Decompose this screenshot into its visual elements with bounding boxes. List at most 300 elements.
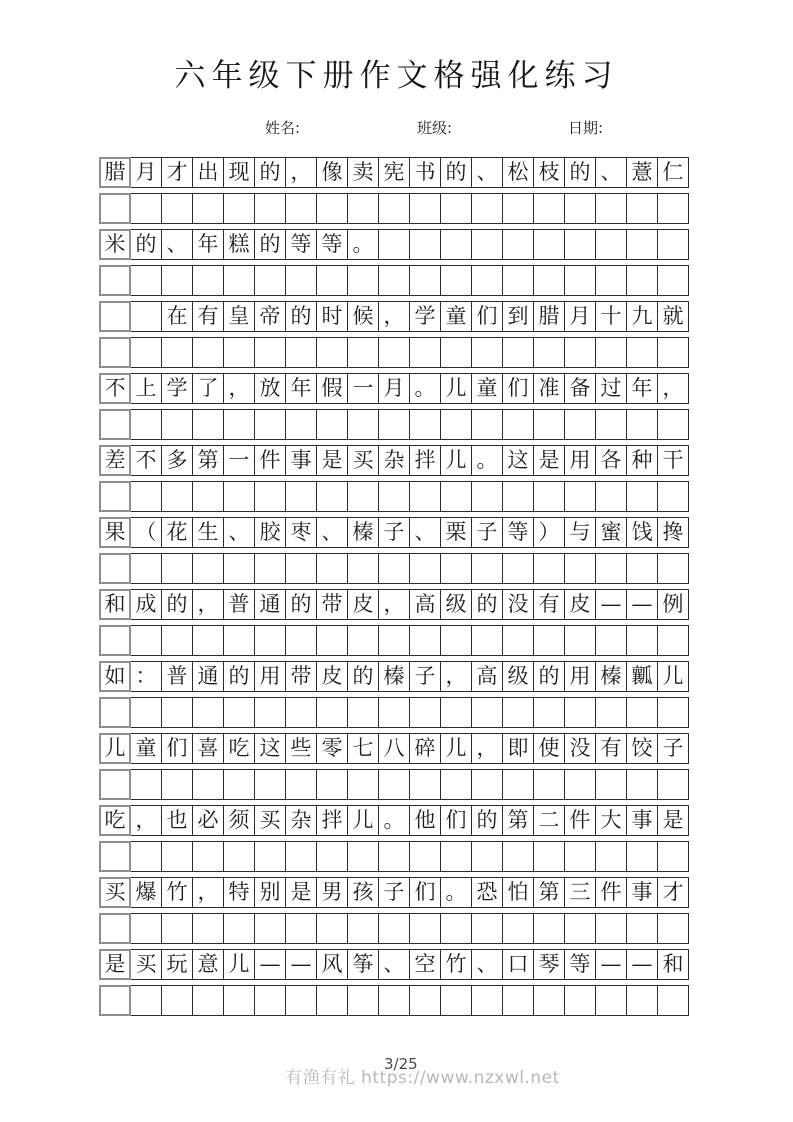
grid-cell — [223, 409, 255, 440]
grid-cell — [161, 841, 193, 872]
grid-cell — [347, 409, 379, 440]
grid-cell — [378, 193, 410, 224]
grid-cell — [657, 697, 689, 728]
grid-cell: 。 — [347, 229, 379, 260]
grid-cell — [316, 553, 348, 584]
grid-cell — [285, 337, 317, 368]
grid-cell: 、 — [223, 517, 255, 548]
grid-cell — [316, 481, 348, 512]
grid-cell: 意 — [192, 949, 224, 980]
grid-cell — [533, 265, 565, 296]
grid-cell — [502, 985, 534, 1016]
grid-cell: 到 — [502, 301, 534, 332]
grid-cell — [285, 481, 317, 512]
grid-cell — [657, 193, 689, 224]
grid-cell — [347, 769, 379, 800]
grid-cell — [595, 337, 627, 368]
grid-cell: 饺 — [626, 733, 658, 764]
grid-cell: ， — [657, 373, 689, 404]
grid-cell: 学 — [409, 301, 441, 332]
grid-cell — [626, 265, 658, 296]
grid-cell: 皇 — [223, 301, 255, 332]
grid-cell: 才 — [161, 157, 193, 188]
grid-cell — [99, 985, 131, 1016]
grid-cell: 竹 — [440, 949, 472, 980]
grid-cell — [99, 913, 131, 944]
grid-cell — [285, 193, 317, 224]
grid-cell — [223, 985, 255, 1016]
grid-cell — [533, 625, 565, 656]
grid-cell — [316, 337, 348, 368]
grid-cell: 榛 — [378, 661, 410, 692]
grid-cell: 口 — [502, 949, 534, 980]
grid-cell: ， — [440, 661, 472, 692]
grid-cell: 差 — [99, 445, 131, 476]
grid-cell — [595, 193, 627, 224]
grid-cell: 使 — [533, 733, 565, 764]
grid-cell — [626, 193, 658, 224]
grid-cell — [192, 481, 224, 512]
grid-cell: ： — [130, 661, 162, 692]
grid-cell: 们 — [502, 373, 534, 404]
grid-cell: 子 — [471, 517, 503, 548]
grid-cell — [564, 625, 596, 656]
grid-cell — [378, 409, 410, 440]
grid-cell — [595, 985, 627, 1016]
grid-cell — [440, 913, 472, 944]
name-label: 姓名: — [265, 119, 301, 137]
grid-cell: 用 — [254, 661, 286, 692]
grid-cell — [285, 769, 317, 800]
grid-cell — [533, 697, 565, 728]
grid-cell — [285, 985, 317, 1016]
grid-row — [99, 841, 689, 872]
grid-cell — [254, 697, 286, 728]
grid-cell: 出 — [192, 157, 224, 188]
grid-cell: 事 — [285, 445, 317, 476]
grid-cell: 栗 — [440, 517, 472, 548]
grid-cell — [316, 769, 348, 800]
grid-cell — [161, 481, 193, 512]
grid-cell: 拌 — [316, 805, 348, 836]
grid-cell — [564, 985, 596, 1016]
grid-cell — [409, 913, 441, 944]
grid-cell: 。 — [409, 373, 441, 404]
grid-cell: 事 — [626, 805, 658, 836]
grid-cell — [316, 913, 348, 944]
grid-cell: 枝 — [533, 157, 565, 188]
grid-cell: （ — [130, 517, 162, 548]
grid-cell: ， — [378, 589, 410, 620]
grid-row — [99, 265, 689, 296]
grid-cell — [409, 409, 441, 440]
grid-cell — [533, 913, 565, 944]
grid-cell — [626, 841, 658, 872]
grid-cell — [657, 841, 689, 872]
grid-cell: 的 — [161, 589, 193, 620]
grid-cell: 如 — [99, 661, 131, 692]
grid-cell: 玩 — [161, 949, 193, 980]
grid-row — [99, 229, 689, 260]
grid-cell — [99, 841, 131, 872]
grid-cell — [409, 337, 441, 368]
grid-row — [99, 301, 689, 332]
grid-cell: 八 — [378, 733, 410, 764]
grid-cell: 买 — [254, 805, 286, 836]
grid-cell: 和 — [657, 949, 689, 980]
grid-cell — [564, 769, 596, 800]
grid-cell: 这 — [502, 445, 534, 476]
grid-cell — [595, 409, 627, 440]
grid-cell — [223, 913, 255, 944]
grid-cell — [316, 697, 348, 728]
grid-cell — [595, 553, 627, 584]
grid-cell: 、 — [378, 949, 410, 980]
grid-cell — [502, 265, 534, 296]
grid-cell — [471, 193, 503, 224]
grid-cell: ， — [223, 373, 255, 404]
grid-row — [99, 373, 689, 404]
grid-cell — [223, 481, 255, 512]
grid-cell: 零 — [316, 733, 348, 764]
grid-cell: 饯 — [626, 517, 658, 548]
grid-cell: 种 — [626, 445, 658, 476]
grid-cell — [657, 913, 689, 944]
grid-cell: 用 — [564, 445, 596, 476]
grid-cell — [378, 841, 410, 872]
grid-cell — [471, 985, 503, 1016]
grid-cell: 吃 — [99, 805, 131, 836]
grid-cell: 才 — [657, 877, 689, 908]
grid-cell — [626, 625, 658, 656]
grid-cell: 像 — [316, 157, 348, 188]
grid-row — [99, 589, 689, 620]
grid-cell — [502, 229, 534, 260]
grid-cell — [440, 337, 472, 368]
grid-cell — [347, 337, 379, 368]
grid-cell — [99, 481, 131, 512]
grid-cell — [254, 337, 286, 368]
grid-cell: 童 — [440, 301, 472, 332]
grid-cell — [316, 625, 348, 656]
grid-cell: ， — [378, 301, 410, 332]
grid-cell — [502, 769, 534, 800]
grid-cell: 别 — [254, 877, 286, 908]
grid-cell — [502, 841, 534, 872]
grid-cell: 他 — [409, 805, 441, 836]
grid-cell: ， — [192, 877, 224, 908]
grid-cell — [285, 409, 317, 440]
grid-cell: 第 — [502, 805, 534, 836]
grid-cell — [471, 553, 503, 584]
grid-cell — [161, 409, 193, 440]
grid-cell: 杂 — [378, 445, 410, 476]
grid-cell — [626, 229, 658, 260]
grid-cell: 上 — [130, 373, 162, 404]
grid-cell: ， — [285, 157, 317, 188]
grid-cell: 不 — [130, 445, 162, 476]
grid-cell: 月 — [130, 157, 162, 188]
grid-cell — [626, 409, 658, 440]
grid-cell — [347, 481, 379, 512]
grid-cell: 件 — [595, 877, 627, 908]
grid-cell — [130, 697, 162, 728]
grid-cell — [502, 409, 534, 440]
grid-cell — [130, 337, 162, 368]
grid-cell: 第 — [192, 445, 224, 476]
grid-cell: 年 — [626, 373, 658, 404]
grid-cell — [440, 697, 472, 728]
grid-cell — [130, 985, 162, 1016]
grid-cell: 成 — [130, 589, 162, 620]
grid-cell — [254, 481, 286, 512]
grid-cell — [409, 697, 441, 728]
grid-cell — [533, 229, 565, 260]
grid-cell: 时 — [316, 301, 348, 332]
grid-row — [99, 337, 689, 368]
grid-cell — [161, 625, 193, 656]
grid-cell — [502, 337, 534, 368]
grid-cell: 年 — [285, 373, 317, 404]
grid-cell: 儿 — [223, 949, 255, 980]
grid-cell: 的 — [533, 661, 565, 692]
grid-cell: 有 — [595, 733, 627, 764]
page-indicator: 3/25 — [384, 1055, 418, 1073]
grid-cell — [347, 625, 379, 656]
grid-cell — [440, 481, 472, 512]
grid-cell: 童 — [471, 373, 503, 404]
grid-cell: 果 — [99, 517, 131, 548]
grid-cell: 不 — [99, 373, 131, 404]
grid-cell: 、 — [471, 949, 503, 980]
grid-cell — [192, 769, 224, 800]
grid-cell: 。 — [471, 445, 503, 476]
grid-cell: 年 — [192, 229, 224, 260]
grid-cell: 儿 — [440, 373, 472, 404]
grid-cell — [223, 337, 255, 368]
grid-cell — [99, 301, 131, 332]
grid-cell — [254, 553, 286, 584]
grid-cell: 。 — [440, 877, 472, 908]
grid-cell: 爆 — [130, 877, 162, 908]
grid-cell: 的 — [223, 661, 255, 692]
grid-cell: 花 — [161, 517, 193, 548]
grid-cell — [316, 985, 348, 1016]
grid-cell — [533, 841, 565, 872]
grid-cell: 仁 — [657, 157, 689, 188]
grid-cell: 学 — [161, 373, 193, 404]
grid-cell — [533, 769, 565, 800]
grid-cell: 、 — [471, 157, 503, 188]
grid-cell — [161, 265, 193, 296]
grid-cell: 备 — [564, 373, 596, 404]
grid-cell: 和 — [99, 589, 131, 620]
grid-cell: 普 — [223, 589, 255, 620]
grid-cell — [657, 409, 689, 440]
grid-row — [99, 517, 689, 548]
grid-cell: 件 — [254, 445, 286, 476]
grid-cell: 儿 — [657, 661, 689, 692]
grid-cell: 买 — [347, 445, 379, 476]
grid-cell — [440, 553, 472, 584]
grid-cell — [161, 697, 193, 728]
grid-cell — [564, 913, 596, 944]
class-label: 班级: — [417, 119, 453, 137]
grid-cell: 买 — [99, 877, 131, 908]
grid-cell: 三 — [564, 877, 596, 908]
grid-cell — [347, 553, 379, 584]
grid-cell: ， — [471, 733, 503, 764]
grid-cell: 竹 — [161, 877, 193, 908]
grid-cell: 生 — [192, 517, 224, 548]
grid-cell: 在 — [161, 301, 193, 332]
grid-cell — [347, 697, 379, 728]
grid-cell: 的 — [564, 157, 596, 188]
grid-cell: 男 — [316, 877, 348, 908]
grid-cell — [192, 985, 224, 1016]
grid-cell: 子 — [378, 877, 410, 908]
grid-cell — [409, 985, 441, 1016]
grid-cell: 童 — [130, 733, 162, 764]
grid-cell: 是 — [99, 949, 131, 980]
grid-cell: 腊 — [99, 157, 131, 188]
grid-row — [99, 985, 689, 1016]
grid-cell — [626, 481, 658, 512]
grid-cell — [502, 553, 534, 584]
grid-cell: 月 — [378, 373, 410, 404]
grid-cell — [471, 265, 503, 296]
grid-cell — [161, 913, 193, 944]
grid-cell: 的 — [471, 805, 503, 836]
grid-cell — [502, 697, 534, 728]
grid-cell — [254, 841, 286, 872]
grid-cell — [409, 229, 441, 260]
grid-row — [99, 193, 689, 224]
grid-cell: 没 — [502, 589, 534, 620]
grid-cell — [161, 985, 193, 1016]
grid-cell — [626, 337, 658, 368]
grid-cell — [99, 337, 131, 368]
grid-cell: 子 — [409, 661, 441, 692]
grid-cell: 孩 — [347, 877, 379, 908]
grid-cell: 们 — [440, 805, 472, 836]
grid-cell: 米 — [99, 229, 131, 260]
grid-cell — [223, 193, 255, 224]
grid-cell — [471, 841, 503, 872]
grid-cell — [595, 697, 627, 728]
grid-cell — [595, 229, 627, 260]
grid-cell — [595, 913, 627, 944]
grid-cell: 搀 — [657, 517, 689, 548]
grid-cell — [440, 229, 472, 260]
grid-cell: 的 — [347, 661, 379, 692]
grid-cell: 皮 — [564, 589, 596, 620]
grid-cell — [99, 769, 131, 800]
grid-cell: 了 — [192, 373, 224, 404]
grid-cell — [409, 625, 441, 656]
grid-cell — [223, 841, 255, 872]
grid-cell: 、 — [316, 517, 348, 548]
grid-cell — [192, 697, 224, 728]
grid-cell: 级 — [502, 661, 534, 692]
grid-cell: 假 — [316, 373, 348, 404]
grid-cell — [130, 913, 162, 944]
grid-cell: — — [626, 949, 658, 980]
grid-cell — [130, 481, 162, 512]
grid-cell — [657, 337, 689, 368]
grid-cell: 。 — [378, 805, 410, 836]
grid-cell: 件 — [564, 805, 596, 836]
grid-row — [99, 445, 689, 476]
grid-row — [99, 625, 689, 656]
grid-cell: 吃 — [223, 733, 255, 764]
grid-cell: 多 — [161, 445, 193, 476]
grid-cell: 榛 — [347, 517, 379, 548]
grid-cell — [254, 913, 286, 944]
grid-cell — [564, 337, 596, 368]
grid-cell — [192, 193, 224, 224]
grid-cell — [99, 553, 131, 584]
grid-cell: 碎 — [409, 733, 441, 764]
grid-cell — [502, 913, 534, 944]
grid-row — [99, 661, 689, 692]
grid-cell — [378, 553, 410, 584]
grid-cell: — — [285, 949, 317, 980]
grid-cell: 必 — [192, 805, 224, 836]
grid-cell: 普 — [161, 661, 193, 692]
grid-cell: 的 — [285, 301, 317, 332]
grid-cell — [657, 553, 689, 584]
grid-cell: 风 — [316, 949, 348, 980]
grid-cell: 拌 — [409, 445, 441, 476]
grid-row — [99, 877, 689, 908]
grid-cell — [192, 337, 224, 368]
grid-cell: 儿 — [440, 733, 472, 764]
grid-row — [99, 697, 689, 728]
grid-cell: 这 — [254, 733, 286, 764]
grid-cell — [626, 913, 658, 944]
grid-cell: 子 — [657, 733, 689, 764]
grid-cell — [409, 481, 441, 512]
grid-cell: 级 — [440, 589, 472, 620]
grid-row — [99, 733, 689, 764]
grid-cell — [657, 769, 689, 800]
grid-cell: 第 — [533, 877, 565, 908]
grid-cell: 干 — [657, 445, 689, 476]
grid-cell — [440, 841, 472, 872]
grid-cell: 筝 — [347, 949, 379, 980]
grid-cell — [254, 769, 286, 800]
grid-cell — [285, 841, 317, 872]
grid-cell: 杂 — [285, 805, 317, 836]
grid-cell — [347, 985, 379, 1016]
grid-row — [99, 481, 689, 512]
grid-cell: 是 — [285, 877, 317, 908]
grid-cell — [192, 553, 224, 584]
grid-cell — [471, 697, 503, 728]
grid-cell: 喜 — [192, 733, 224, 764]
grid-cell: 瓤 — [626, 661, 658, 692]
grid-cell — [192, 265, 224, 296]
grid-cell: 薏 — [626, 157, 658, 188]
grid-cell — [471, 625, 503, 656]
grid-row — [99, 553, 689, 584]
grid-cell — [285, 553, 317, 584]
grid-cell — [502, 193, 534, 224]
grid-cell — [347, 913, 379, 944]
grid-cell — [378, 229, 410, 260]
grid-cell — [564, 265, 596, 296]
